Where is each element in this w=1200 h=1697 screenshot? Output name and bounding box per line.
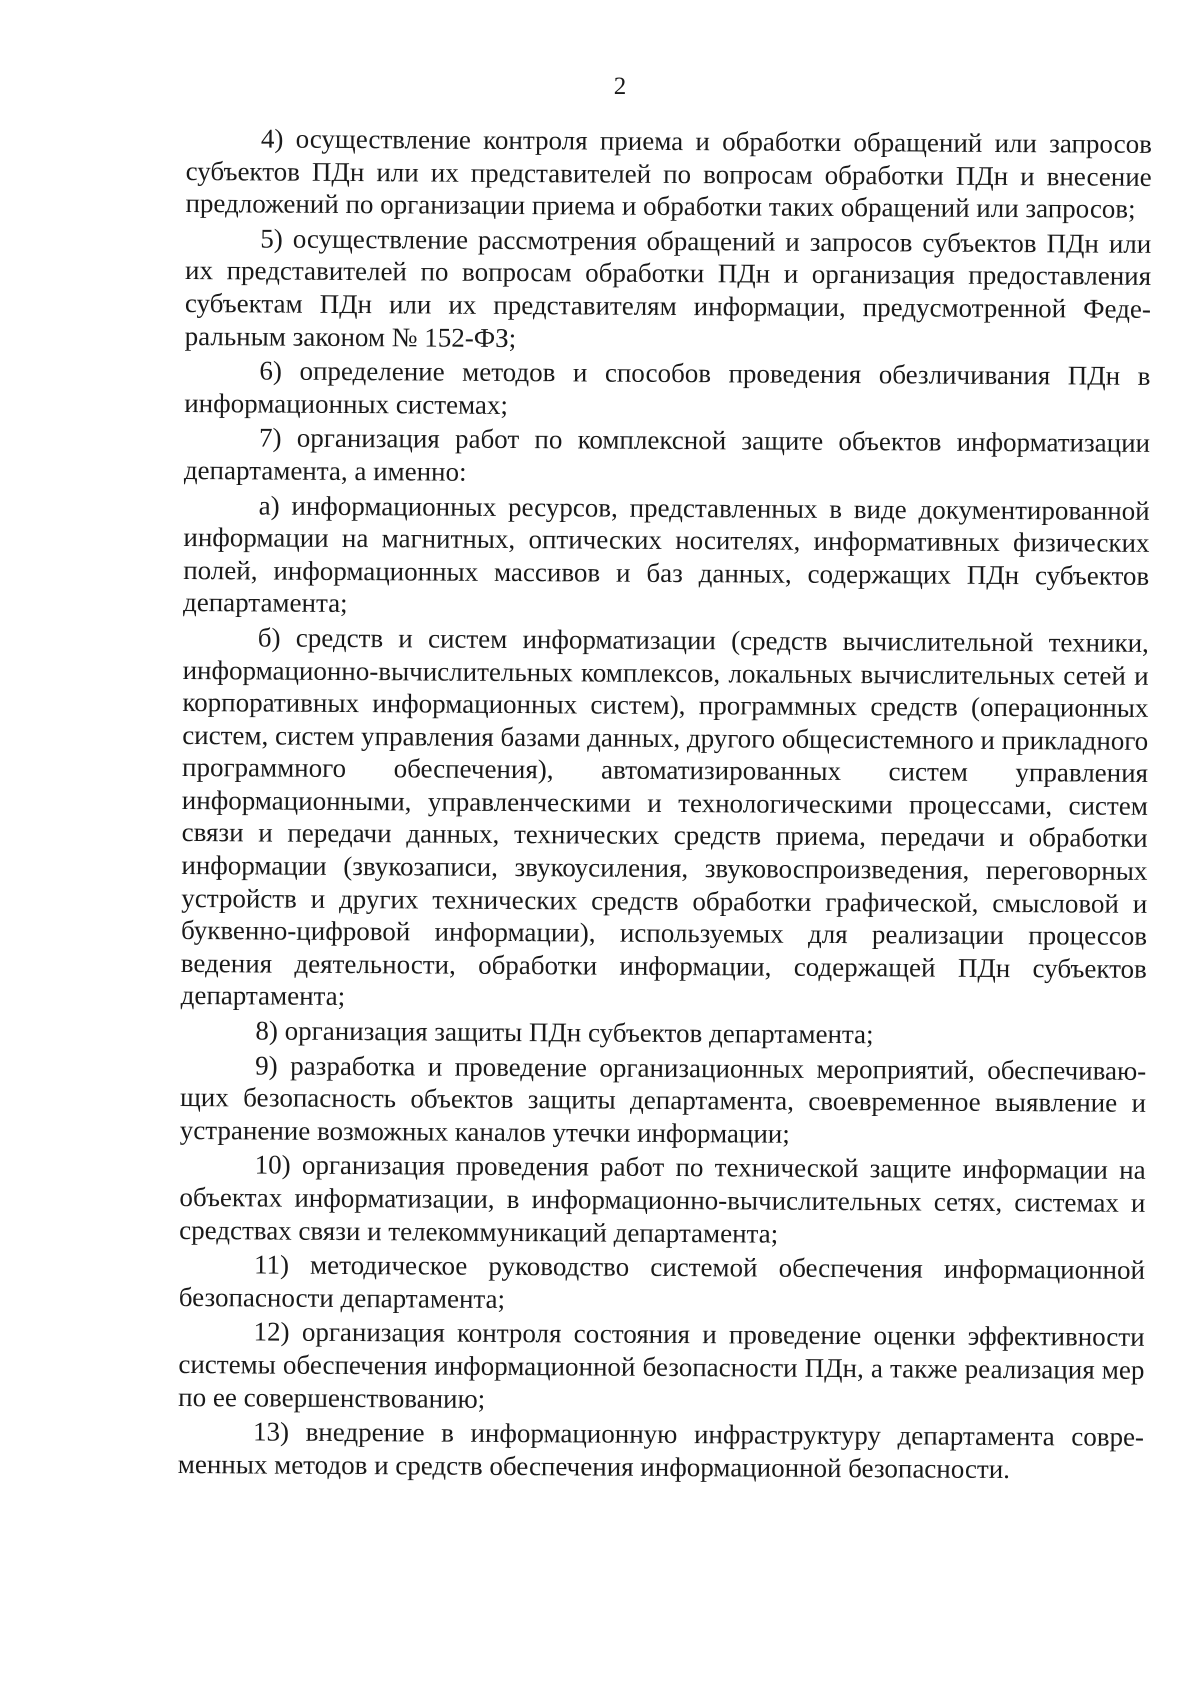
list-item-5: 5) осуществление рассмотрения обращений и запросов субъектов ПДн или их представителей по вопросам обработки ПДн и организация предоставления субъектам ПДн или их представителям информации, предусмотренной Федеральным законом № 152-ФЗ; [184, 223, 1152, 353]
page-number: 2 [613, 73, 627, 100]
list-subitem-b: б) средств и систем информатизации (средств вычислительной техники, информационно-вычислительных комплексов, локальных вычислительных сетей и корпоративных информационных систем), программных средств (операционных систем, систем управления базами данных, другого общесистемного и прикладного программного обеспечения), автоматизированных систем управления информационными, управленческими и технологическими процессами, систем связи и передачи данных, технических средств приема, передачи и обработки информации (звукозаписи, звукоусиления, звуковоспроизведения, переговорных устройств и других технических средств обработки графической, смысловой и буквенно-цифровой информации), используемых для реализации процессов ведения деятельности, обработки информации, содержащей ПДн субъектов департамента; [180, 622, 1149, 1012]
list-item-11: 11) методическое руководство системой обеспечения информационной безопасности департамента; [178, 1249, 1146, 1314]
list-item-6: 6) определение методов и способов проведения обезличивания ПДн в информационных системах; [184, 355, 1151, 420]
list-item-13: 13) внедрение в информационную инфраструктуру департамента современных методов и средств обеспечения информационной безопасности. [177, 1416, 1145, 1484]
list-item-12: 12) организация контроля состояния и проведение оценки эффективности системы обеспечения информационной безопасности ПДн, а также реализация мер по ее совершенствованию; [178, 1316, 1145, 1414]
list-subitem-a: а) информационных ресурсов, представленных в виде документированной информации на магнитных, оптических носителях, информативных физических полей, информационных массивов и баз данных, содержащих ПДн субъектов департамента; [182, 489, 1150, 619]
list-item-10: 10) организация проведения работ по технической защите информации на объектах информатизации, в информационно-вычислительных сетях, системах и средствах связи и телекоммуникаций департамента; [179, 1149, 1146, 1249]
list-item-4: 4) осуществление контроля приема и обработки обращений или запросов субъектов ПДн или их представителей по вопросам обработки ПДн и внесение предложений по организации приема и обработки таких обращений или запросов; [185, 123, 1152, 224]
list-item-8: 8) организация защиты ПДн субъектов департамента; [255, 1015, 874, 1050]
document-body [178, 122, 1152, 1488]
list-item-7: 7) организация работ по комплексной защите объектов информатизации департамента, а именно: [183, 422, 1151, 487]
list-item-9: 9) разработка и проведение организационных мероприятий, обеспечивающих безопасность объектов защиты департамента, своевременное выявление и устранение возможных каналов утечки информации; [179, 1050, 1147, 1149]
